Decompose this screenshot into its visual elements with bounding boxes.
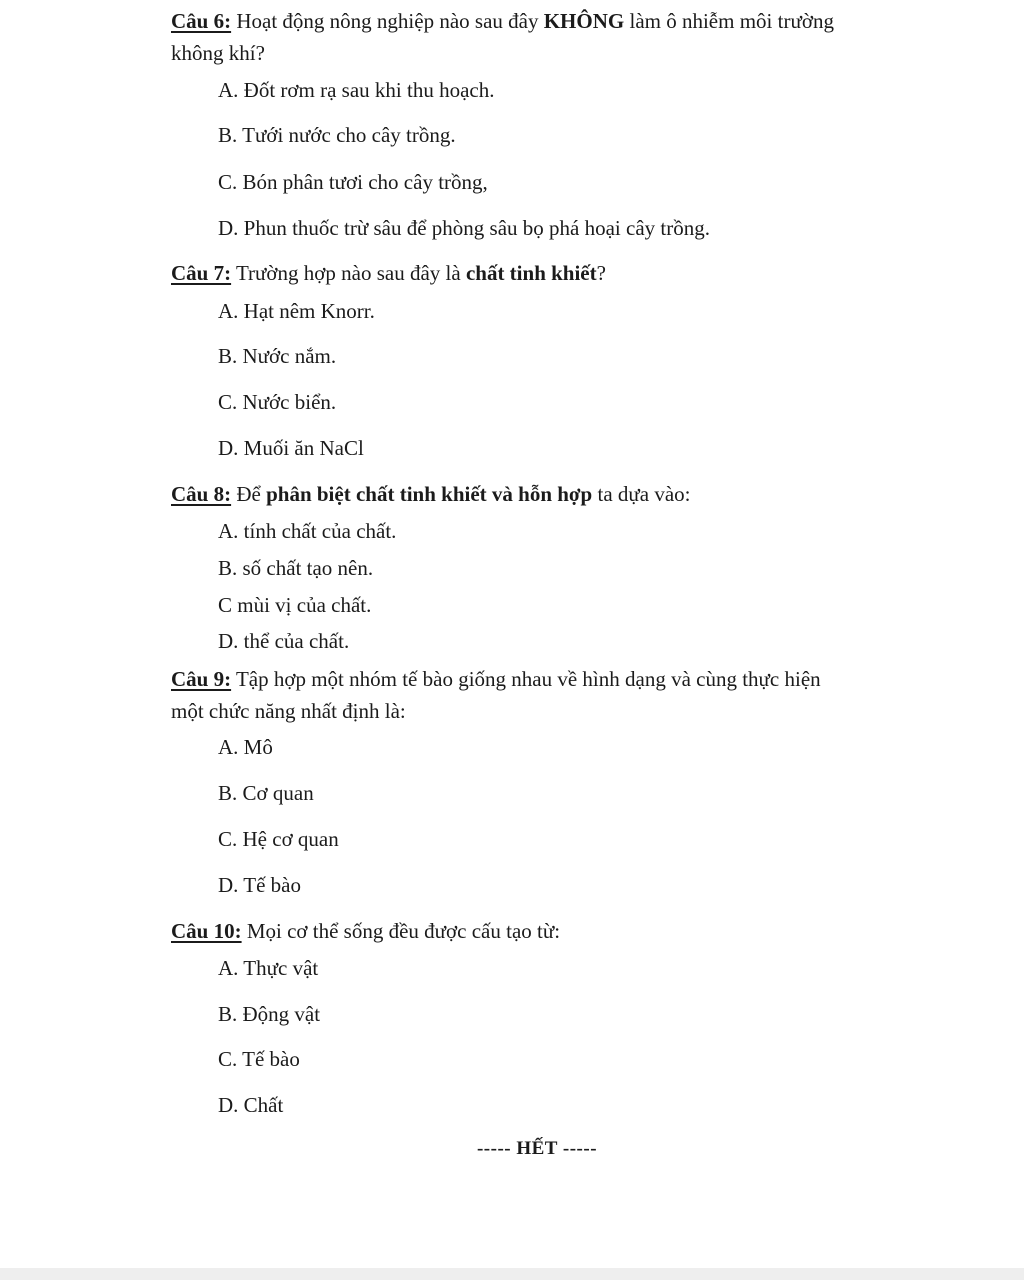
question-6-option-d: D. Phun thuốc trừ sâu để phòng sâu bọ phá hoại cây trồng. xyxy=(218,216,710,240)
question-9-line-1 xyxy=(171,666,821,692)
question-7-label: Câu 7: xyxy=(171,261,232,285)
question-8-option-b: B. số chất tạo nên. xyxy=(218,556,374,580)
question-7-text-1: Trường hợp nào sau đây là xyxy=(231,261,466,285)
question-9-option-b: B. Cơ quan xyxy=(218,781,314,805)
question-10-option-d: D. Chất xyxy=(218,1093,284,1117)
question-10-option-c: C. Tế bào xyxy=(218,1047,300,1071)
question-7-text-2: ? xyxy=(596,261,606,285)
question-10-text-1: Mọi cơ thể sống đều được cấu tạo từ: xyxy=(241,919,561,943)
question-9-option-a: A. Mô xyxy=(218,735,273,759)
question-10-option-a: A. Thực vật xyxy=(218,956,319,980)
question-9-option-c: C. Hệ cơ quan xyxy=(218,827,339,851)
question-10-label: Câu 10: xyxy=(171,919,242,943)
question-6-label: Câu 6: xyxy=(171,9,232,33)
question-8-text-2: ta dựa vào: xyxy=(592,482,691,506)
question-9-line-2: một chức năng nhất định là: xyxy=(171,699,406,723)
question-9-label: Câu 9: xyxy=(171,667,232,691)
question-6-option-b: B. Tưới nước cho cây trồng. xyxy=(218,123,456,147)
question-10-option-b: B. Động vật xyxy=(218,1002,321,1026)
question-6-line-1 xyxy=(171,8,834,34)
question-10-line-1 xyxy=(171,918,560,944)
question-7-emphasis: chất tinh khiết xyxy=(465,261,597,285)
question-7-line-1 xyxy=(171,260,606,286)
end-marker: ----- HẾT ----- xyxy=(476,1138,598,1159)
question-8-line-1 xyxy=(171,481,691,507)
question-9-option-d: D. Tế bào xyxy=(218,873,302,897)
question-6-text-2: làm ô nhiễm môi trường xyxy=(624,9,834,33)
question-8-label: Câu 8: xyxy=(171,482,232,506)
question-8-option-a: A. tính chất của chất. xyxy=(218,519,397,543)
question-6-emphasis: KHÔNG xyxy=(543,9,625,33)
question-6-text-1: Hoạt động nông nghiệp nào sau đây xyxy=(231,9,544,33)
question-7-option-c: C. Nước biển. xyxy=(218,390,337,414)
question-7-option-a: A. Hạt nêm Knorr. xyxy=(218,299,375,323)
viewer-bottom-bar xyxy=(0,1268,1024,1280)
question-7-option-d: D. Muối ăn NaCl xyxy=(218,436,364,460)
question-8-option-c: C mùi vị của chất. xyxy=(218,593,372,617)
question-7-option-b: B. Nước nắm. xyxy=(218,344,337,368)
question-6-line-2: không khí? xyxy=(171,41,265,65)
question-8-text-1: Để xyxy=(231,482,267,506)
question-6-option-a: A. Đốt rơm rạ sau khi thu hoạch. xyxy=(218,78,495,102)
question-8-option-d: D. thể của chất. xyxy=(218,629,350,653)
question-8-emphasis: phân biệt chất tinh khiết và hỗn hợp xyxy=(266,482,593,506)
question-6-option-c: C. Bón phân tươi cho cây trồng, xyxy=(218,170,488,194)
question-9-text-1: Tập hợp một nhóm tế bào giống nhau về hình dạng và cùng thực hiện xyxy=(231,667,821,691)
